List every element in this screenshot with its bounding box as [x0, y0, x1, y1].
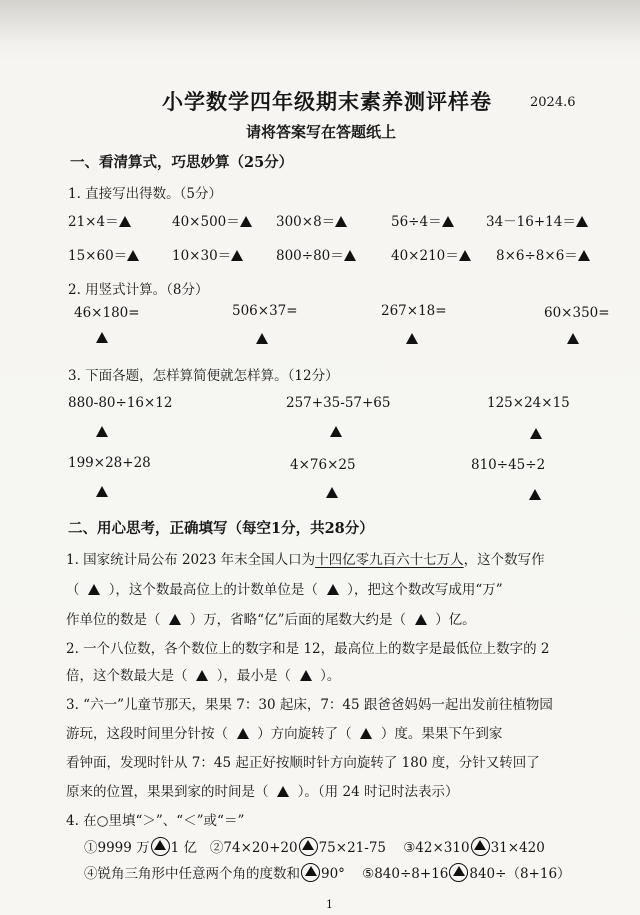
- page-number: 1: [326, 898, 333, 911]
- simplify-item: 257+35-57+65: [286, 395, 391, 411]
- answer-triangle-icon: [415, 614, 427, 625]
- compare-circle-icon: [151, 837, 170, 856]
- answer-triangle-icon: [327, 584, 339, 595]
- simplify-item: 810÷45÷2: [471, 457, 546, 473]
- exam-date: 2024.6: [530, 95, 576, 110]
- calc-item: 15×60＝: [68, 244, 139, 264]
- q3-title: 3. 下面各题，怎样算简便就怎样算。（12分）: [68, 368, 339, 384]
- answer-triangle-icon: [256, 333, 268, 344]
- answer-triangle-icon: [240, 216, 252, 227]
- calc-item: 800÷80＝: [276, 244, 356, 264]
- answer-triangle-icon: [127, 250, 139, 261]
- section-1-title: 一、看清算式，巧思妙算（25分）: [70, 154, 294, 171]
- answer-triangle-icon: [344, 250, 356, 261]
- answer-triangle-icon: [335, 216, 347, 227]
- vertical-calc-item: 46×180=: [74, 305, 140, 321]
- s2-q2-line2: 倍，这个数最大是（ ），最小是（ ）。: [66, 668, 341, 684]
- answer-triangle-icon: [360, 728, 372, 739]
- answer-triangle-icon: [459, 250, 471, 261]
- compare-circle-icon: [299, 837, 318, 856]
- answer-triangle-icon: [578, 250, 590, 261]
- answer-triangle-icon: [567, 333, 579, 344]
- answer-triangle-icon: [96, 426, 108, 437]
- calc-item: 40×500＝: [172, 210, 252, 230]
- answer-triangle-icon: [237, 728, 249, 739]
- calc-item: 21×4＝: [68, 210, 131, 230]
- simplify-item: 199×28+28: [68, 455, 151, 471]
- answer-triangle-icon: [576, 216, 588, 227]
- calc-item: 34－16+14＝: [486, 210, 588, 230]
- simplify-item: 125×24×15: [487, 395, 570, 411]
- s2-q3-line4: 原来的位置，果果到家的时间是（ ）。（用 24 时记时法表示）: [66, 784, 459, 800]
- answer-triangle-icon: [442, 216, 454, 227]
- answer-triangle-icon: [119, 216, 131, 227]
- answer-triangle-icon: [530, 428, 542, 439]
- answer-triangle-icon: [277, 786, 289, 797]
- q1-title: 1. 直接写出得数。（5分）: [68, 186, 223, 202]
- compare-circle-icon: [471, 837, 490, 856]
- calc-item: 10×30＝: [172, 244, 243, 264]
- calc-item: 8×6÷8×6＝: [496, 244, 590, 264]
- s2-q3-line1: 3. “六一”儿童节那天，果果 7：30 起床，7：45 跟爸爸妈妈一起出发前往植物园: [66, 697, 553, 713]
- s2-q4-row2: ④锐角三角形中任意两个角的度数和 90° ⑤840÷8+16 840÷（8+16）: [84, 862, 571, 882]
- answer-triangle-icon: [529, 489, 541, 500]
- answer-triangle-icon: [330, 426, 342, 437]
- answer-triangle-icon: [300, 670, 312, 681]
- answer-triangle-icon: [231, 250, 243, 261]
- section-2-title: 二、用心思考，正确填写（每空1分，共28分）: [68, 520, 374, 537]
- simplify-item: 880-80÷16×12: [68, 395, 173, 411]
- answer-triangle-icon: [96, 486, 108, 497]
- answer-triangle-icon: [406, 333, 418, 344]
- s2-q4-title: 4. 在○里填“＞”、“＜”或“＝”: [66, 813, 245, 829]
- answer-triangle-icon: [196, 670, 208, 681]
- answer-triangle-icon: [88, 584, 100, 595]
- s2-q1-line1: 1. 国家统计局公布 2023 年末全国人口为十四亿零九百六十七万人，这个数写作: [66, 552, 545, 568]
- s2-q1-line3: 作单位的数是（ ）万，省略“亿”后面的尾数大约是（ ）亿。: [66, 612, 476, 628]
- s2-q2-line1: 2. 一个八位数，各个数位上的数字和是 12，最高位上的数字是最低位上数字的 2: [66, 641, 550, 657]
- calc-item: 300×8＝: [276, 210, 347, 230]
- s2-q3-line3: 看钟面，发现时针从 7：45 起正好按顺时针方向旋转了 180 度，分针又转回了: [66, 755, 540, 771]
- compare-circle-icon: [301, 863, 320, 882]
- vertical-calc-item: 267×18=: [381, 303, 447, 319]
- simplify-item: 4×76×25: [290, 457, 356, 473]
- calc-item: 56÷4＝: [391, 210, 454, 230]
- s2-q3-line2: 游玩，这段时间里分针按（ ）方向旋转了（ ）度。果果下午到家: [66, 726, 503, 742]
- vertical-calc-item: 506×37=: [232, 303, 298, 319]
- answer-triangle-icon: [326, 487, 338, 498]
- compare-circle-icon: [449, 863, 468, 882]
- instruction: 请将答案写在答题纸上: [246, 123, 397, 141]
- calc-item: 40×210＝: [391, 244, 471, 264]
- answer-triangle-icon: [169, 614, 181, 625]
- answer-triangle-icon: [96, 332, 108, 343]
- vertical-calc-item: 60×350=: [544, 305, 610, 321]
- s2-q4-row1: ①9999 万 1 亿 ②74×20+20 75×21-75 ③42×310 31×420: [84, 836, 545, 856]
- scan-shadow: [0, 0, 640, 40]
- s2-q1-line2: （ ），这个数最高位上的计数单位是（ ），把这个数改写成用“万”: [66, 582, 503, 598]
- q2-title: 2. 用竖式计算。（8分）: [68, 282, 209, 298]
- exam-title: 小学数学四年级期末素养测评样卷: [162, 89, 492, 114]
